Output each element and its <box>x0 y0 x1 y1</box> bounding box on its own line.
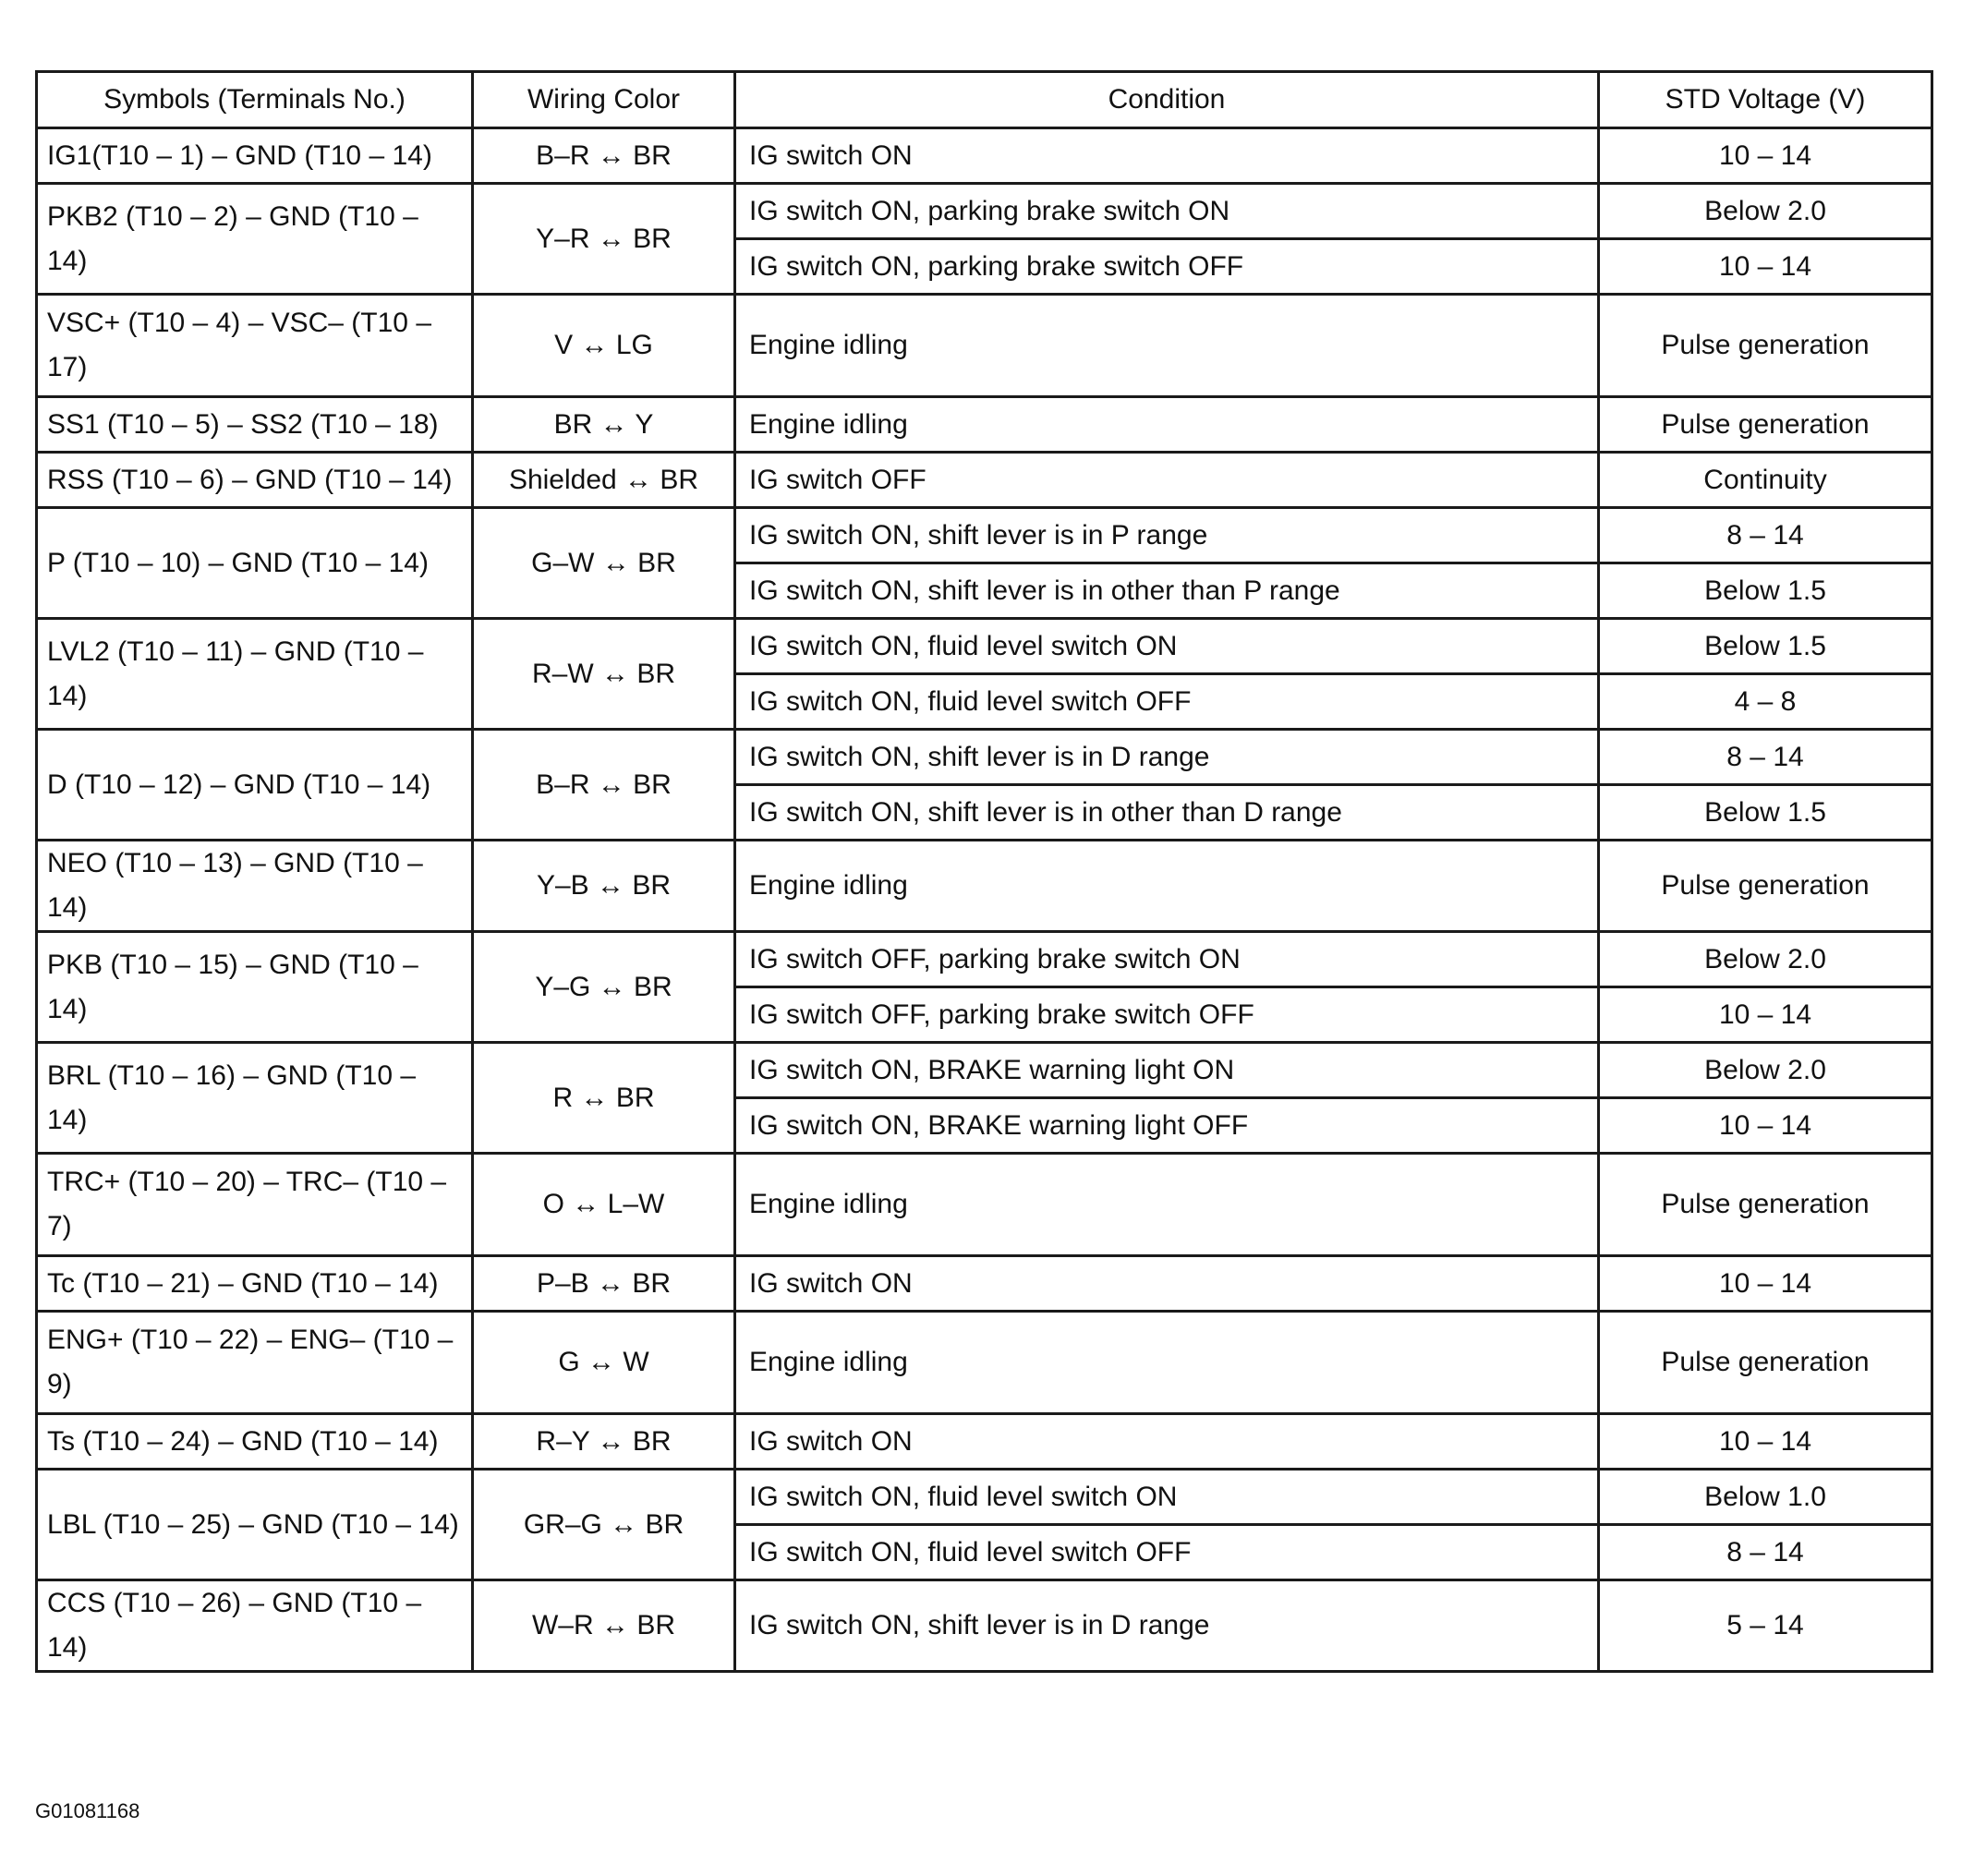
std-voltage: 5 – 14 <box>1599 1580 1932 1672</box>
terminal-symbol: P (T10 – 10) – GND (T10 – 14) <box>37 508 473 619</box>
wiring-color: B–R ↔ BR <box>473 128 735 184</box>
wiring-color: W–R ↔ BR <box>473 1580 735 1672</box>
terminal-symbol: D (T10 – 12) – GND (T10 – 14) <box>37 730 473 841</box>
wiring-color: R ↔ BR <box>473 1043 735 1154</box>
condition: Engine idling <box>735 841 1599 932</box>
terminal-symbol: LBL (T10 – 25) – GND (T10 – 14) <box>37 1470 473 1580</box>
table-row <box>37 128 1932 184</box>
table-row <box>37 1470 1932 1525</box>
std-voltage: 10 – 14 <box>1599 987 1932 1043</box>
wiring-color: G ↔ W <box>473 1312 735 1414</box>
condition: Engine idling <box>735 397 1599 453</box>
condition: IG switch ON <box>735 1256 1599 1312</box>
table-body <box>37 128 1932 1672</box>
table-row <box>37 1312 1932 1414</box>
condition: IG switch ON, fluid level switch OFF <box>735 674 1599 730</box>
condition: IG switch ON, parking brake switch OFF <box>735 239 1599 295</box>
table-row <box>37 730 1932 785</box>
std-voltage: Below 2.0 <box>1599 184 1932 239</box>
header-symbols: Symbols (Terminals No.) <box>37 72 473 128</box>
terminal-voltage-sheet <box>35 70 1931 1673</box>
condition: IG switch OFF, parking brake switch OFF <box>735 987 1599 1043</box>
std-voltage: Below 2.0 <box>1599 1043 1932 1098</box>
std-voltage: 8 – 14 <box>1599 1525 1932 1580</box>
condition: IG switch ON <box>735 128 1599 184</box>
condition: IG switch ON, shift lever is in other than D range <box>735 785 1599 841</box>
std-voltage: Below 1.0 <box>1599 1470 1932 1525</box>
std-voltage: Pulse generation <box>1599 1312 1932 1414</box>
wiring-color: R–W ↔ BR <box>473 619 735 730</box>
table-row <box>37 619 1932 674</box>
wiring-color: Y–R ↔ BR <box>473 184 735 295</box>
terminal-symbol: TRC+ (T10 – 20) – TRC– (T10 – 7) <box>37 1154 473 1256</box>
terminal-symbol: NEO (T10 – 13) – GND (T10 – 14) <box>37 841 473 932</box>
condition: IG switch OFF, parking brake switch ON <box>735 932 1599 987</box>
condition: IG switch ON, shift lever is in D range <box>735 730 1599 785</box>
wiring-color: O ↔ L–W <box>473 1154 735 1256</box>
wiring-color: R–Y ↔ BR <box>473 1414 735 1470</box>
std-voltage: 10 – 14 <box>1599 239 1932 295</box>
table-row <box>37 1256 1932 1312</box>
table-row <box>37 1043 1932 1098</box>
terminal-symbol: Ts (T10 – 24) – GND (T10 – 14) <box>37 1414 473 1470</box>
terminal-symbol: SS1 (T10 – 5) – SS2 (T10 – 18) <box>37 397 473 453</box>
std-voltage: 10 – 14 <box>1599 128 1932 184</box>
condition: Engine idling <box>735 295 1599 397</box>
table-row <box>37 1154 1932 1256</box>
condition: IG switch ON, fluid level switch ON <box>735 1470 1599 1525</box>
std-voltage: 8 – 14 <box>1599 508 1932 563</box>
std-voltage: Pulse generation <box>1599 295 1932 397</box>
wiring-color: Y–G ↔ BR <box>473 932 735 1043</box>
condition: IG switch OFF <box>735 453 1599 508</box>
wiring-color: B–R ↔ BR <box>473 730 735 841</box>
wiring-color: BR ↔ Y <box>473 397 735 453</box>
figure-id: G01081168 <box>35 1799 140 1822</box>
terminal-symbol: IG1(T10 – 1) – GND (T10 – 14) <box>37 128 473 184</box>
wiring-color: Shielded ↔ BR <box>473 453 735 508</box>
table-row <box>37 453 1932 508</box>
std-voltage: Pulse generation <box>1599 397 1932 453</box>
wiring-color: GR–G ↔ BR <box>473 1470 735 1580</box>
std-voltage: 10 – 14 <box>1599 1098 1932 1154</box>
condition: IG switch ON, shift lever is in other than P range <box>735 563 1599 619</box>
header-std-voltage: STD Voltage (V) <box>1599 72 1932 128</box>
condition: IG switch ON, BRAKE warning light OFF <box>735 1098 1599 1154</box>
terminal-symbol: RSS (T10 – 6) – GND (T10 – 14) <box>37 453 473 508</box>
std-voltage: Continuity <box>1599 453 1932 508</box>
table-row <box>37 397 1932 453</box>
std-voltage: 8 – 14 <box>1599 730 1932 785</box>
table-row <box>37 841 1932 932</box>
terminal-symbol: PKB (T10 – 15) – GND (T10 – 14) <box>37 932 473 1043</box>
terminal-symbol: VSC+ (T10 – 4) – VSC– (T10 – 17) <box>37 295 473 397</box>
condition: IG switch ON, shift lever is in D range <box>735 1580 1599 1672</box>
std-voltage: Below 1.5 <box>1599 619 1932 674</box>
table-row <box>37 184 1932 239</box>
table-row <box>37 1580 1932 1672</box>
table-header-row <box>37 72 1932 128</box>
wiring-color: Y–B ↔ BR <box>473 841 735 932</box>
condition: IG switch ON, fluid level switch ON <box>735 619 1599 674</box>
terminal-symbol: ENG+ (T10 – 22) – ENG– (T10 – 9) <box>37 1312 473 1414</box>
std-voltage: 10 – 14 <box>1599 1414 1932 1470</box>
condition: IG switch ON, shift lever is in P range <box>735 508 1599 563</box>
condition: IG switch ON, fluid level switch OFF <box>735 1525 1599 1580</box>
std-voltage: Below 1.5 <box>1599 785 1932 841</box>
std-voltage: 4 – 8 <box>1599 674 1932 730</box>
terminal-symbol: BRL (T10 – 16) – GND (T10 – 14) <box>37 1043 473 1154</box>
table-row <box>37 932 1932 987</box>
table-row <box>37 295 1932 397</box>
condition: IG switch ON <box>735 1414 1599 1470</box>
std-voltage: Below 2.0 <box>1599 932 1932 987</box>
std-voltage: 10 – 14 <box>1599 1256 1932 1312</box>
terminal-voltage-table <box>35 70 1933 1673</box>
terminal-symbol: CCS (T10 – 26) – GND (T10 – 14) <box>37 1580 473 1672</box>
terminal-symbol: Tc (T10 – 21) – GND (T10 – 14) <box>37 1256 473 1312</box>
wiring-color: V ↔ LG <box>473 295 735 397</box>
terminal-symbol: PKB2 (T10 – 2) – GND (T10 – 14) <box>37 184 473 295</box>
terminal-symbol: LVL2 (T10 – 11) – GND (T10 – 14) <box>37 619 473 730</box>
condition: Engine idling <box>735 1312 1599 1414</box>
condition: Engine idling <box>735 1154 1599 1256</box>
wiring-color: G–W ↔ BR <box>473 508 735 619</box>
std-voltage: Pulse generation <box>1599 841 1932 932</box>
std-voltage: Pulse generation <box>1599 1154 1932 1256</box>
header-condition: Condition <box>735 72 1599 128</box>
condition: IG switch ON, parking brake switch ON <box>735 184 1599 239</box>
header-wiring-color: Wiring Color <box>473 72 735 128</box>
std-voltage: Below 1.5 <box>1599 563 1932 619</box>
table-row <box>37 1414 1932 1470</box>
condition: IG switch ON, BRAKE warning light ON <box>735 1043 1599 1098</box>
wiring-color: P–B ↔ BR <box>473 1256 735 1312</box>
table-row <box>37 508 1932 563</box>
